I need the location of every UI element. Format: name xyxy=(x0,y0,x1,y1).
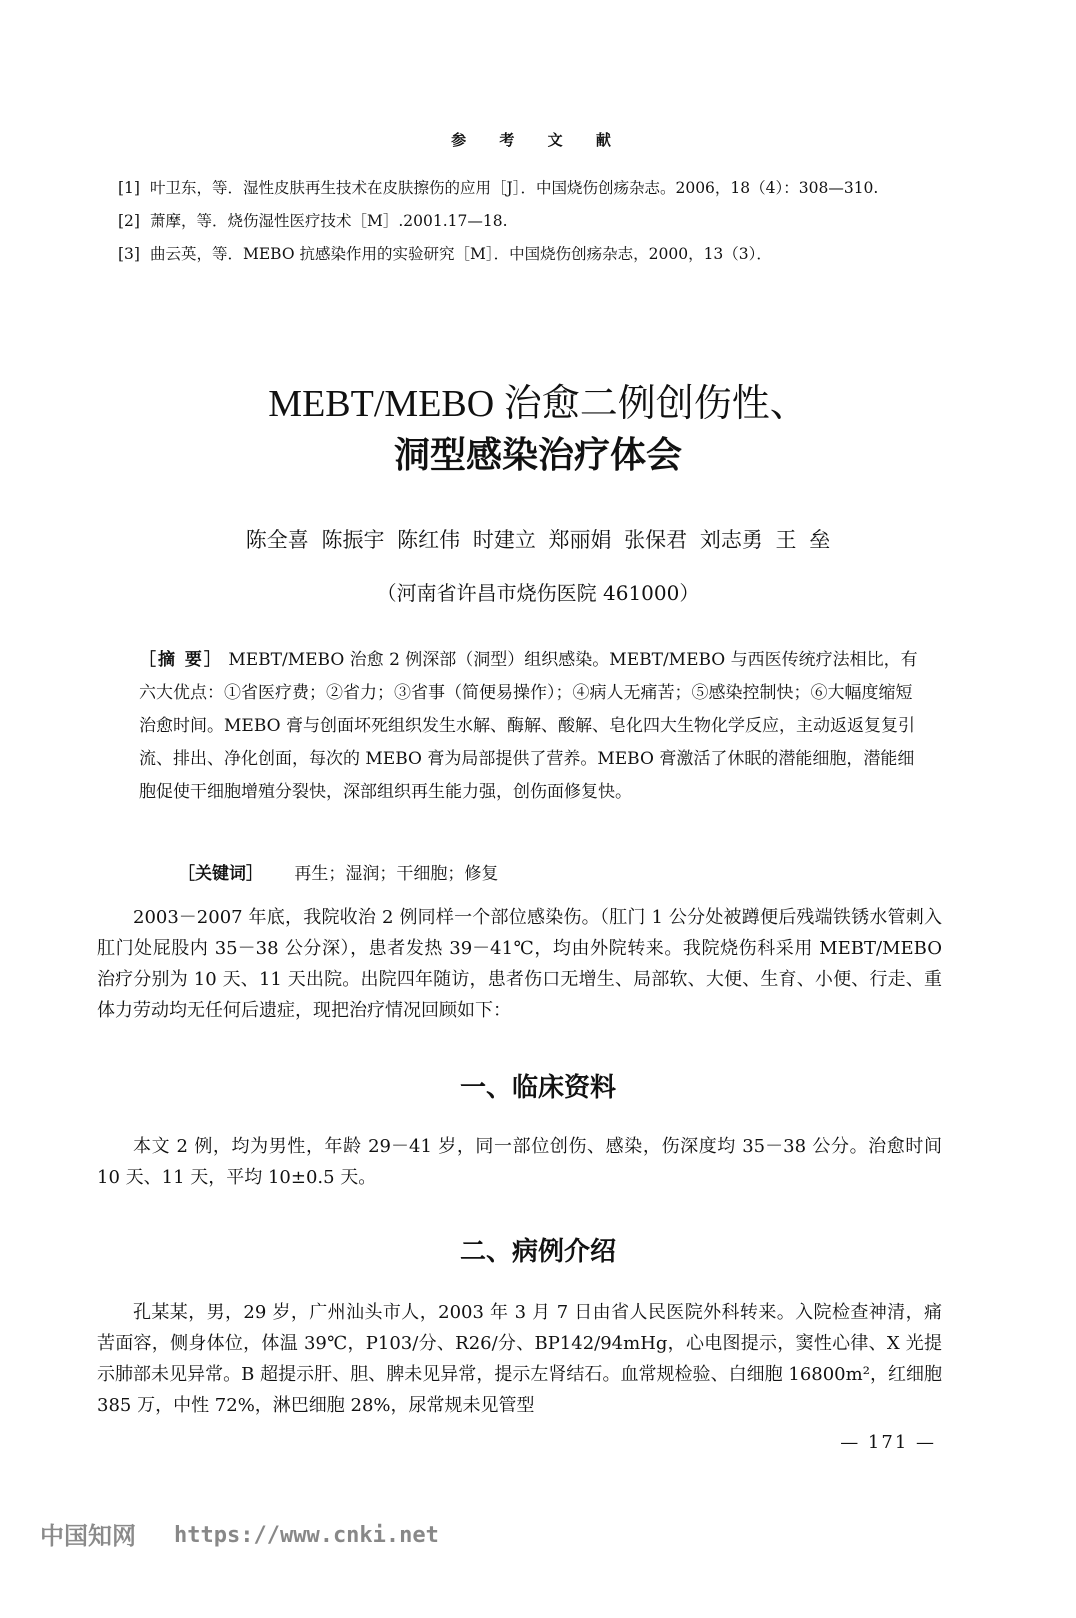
footer-url[interactable]: https://www.cnki.net xyxy=(174,1522,439,1548)
keywords xyxy=(178,859,498,884)
abstract-text: MEBT/MEBO 治愈 2 例深部（洞型）组织感染。MEBT/MEBO 与西医传统疗法相比，有六大优点：①省医疗费；②省力；③省事（简便易操作）；④病人无痛苦；⑤感染控制快；⑥大幅度缩短治愈时间。MEBO 膏与创面坏死组织发生水解、酶解、酸解、皂化四大生物化学反应，主动返返复复引流、排出、净化创面，每次的 MEBO 膏为局部提供了营养。MEBO 膏激活了休眠的潜能细胞，潜能细胞促使干细胞增殖分裂快，深部组织再生能力强，创伤面修复快。 xyxy=(139,650,918,802)
reference-item xyxy=(118,174,963,203)
abstract xyxy=(139,644,919,809)
reference-item xyxy=(118,207,963,236)
reference-number: [1] xyxy=(118,179,140,197)
section-heading-case-report: 二、病例介绍 xyxy=(459,1237,616,1267)
intro-paragraph: 2003－2007 年底，我院收治 2 例同样一个部位感染伤。（肛门 1 公分处被蹲便后残端铁锈水管刺入肛门处屁股内 35－38 公分深），患者发热 39－41℃，均由外院转来。我院烧伤科采用 MEBT/MEBO 治疗分别为 10 天、11 天出院。出院四年随访，患者伤口无增生、局部软、大便、生育、小便、行走、重体力劳动均无任何后遗症，现把治疗情况回顾如下： xyxy=(97,907,942,1021)
section-heading-clinical-data: 一、临床资料 xyxy=(459,1073,616,1103)
references-heading: 参 考 文 献 xyxy=(451,131,625,149)
reference-text: 叶卫东，等．湿性皮肤再生技术在皮肤擦伤的应用［J］．中国烧伤创疡杂志。2006，18（4）：308—310. xyxy=(150,179,879,197)
cnki-logo xyxy=(40,1518,150,1552)
reference-item xyxy=(118,240,963,269)
author-list: 陈全喜 陈振宇 陈红伟 时建立 郑丽娟 张保君 刘志勇 王 垒 xyxy=(245,528,831,552)
references-list xyxy=(118,174,963,269)
reference-number: [2] xyxy=(118,212,140,230)
cnki-logo-text: 中国知网 xyxy=(40,1522,136,1550)
case-report-paragraph: 孔某某，男，29 岁，广州汕头市人，2003 年 3 月 7 日由省人民医院外科转来。入院检查神清，痛苦面容，侧身体位，体温 39℃，P103/分、R26/分、BP142/94mHg，心电图提示，窦性心律、X 光提示肺部未见异常。B 超提示肝、胆、脾未见异常，提示左肾结石。血常规检验、白细胞 16800m²，红细胞 385 万，中性 72%，淋巴细胞 28%，尿常规未见管型 xyxy=(97,1302,942,1416)
cnki-logo-icon xyxy=(40,1518,150,1552)
clinical-data-paragraph: 本文 2 例，均为男性，年龄 29－41 岁，同一部位创伤、感染，伤深度均 35－38 公分。治愈时间 10 天、11 天，平均 10±0.5 天。 xyxy=(97,1136,942,1188)
page-number: — 171 — xyxy=(840,1432,936,1453)
reference-number: [3] xyxy=(118,245,140,263)
reference-text: 萧摩，等．烧伤湿性医疗技术［M］.2001.17—18. xyxy=(150,212,508,230)
reference-text: 曲云英，等．MEBO 抗感染作用的实验研究［M］．中国烧伤创疡杂志，2000，13（3）． xyxy=(150,245,772,263)
article-title-line1: MEBT/MEBO 治愈二例创伤性、 xyxy=(268,383,808,425)
footer xyxy=(40,1518,439,1552)
keywords-text: 再生；湿润；干细胞；修复 xyxy=(294,864,499,884)
affiliation: （河南省许昌市烧伤医院 461000） xyxy=(376,581,700,605)
article-title-line2: 洞型感染治疗体会 xyxy=(393,435,682,476)
keywords-label: ［关键词］ xyxy=(178,864,263,884)
abstract-label: ［摘 要］ xyxy=(139,650,223,670)
